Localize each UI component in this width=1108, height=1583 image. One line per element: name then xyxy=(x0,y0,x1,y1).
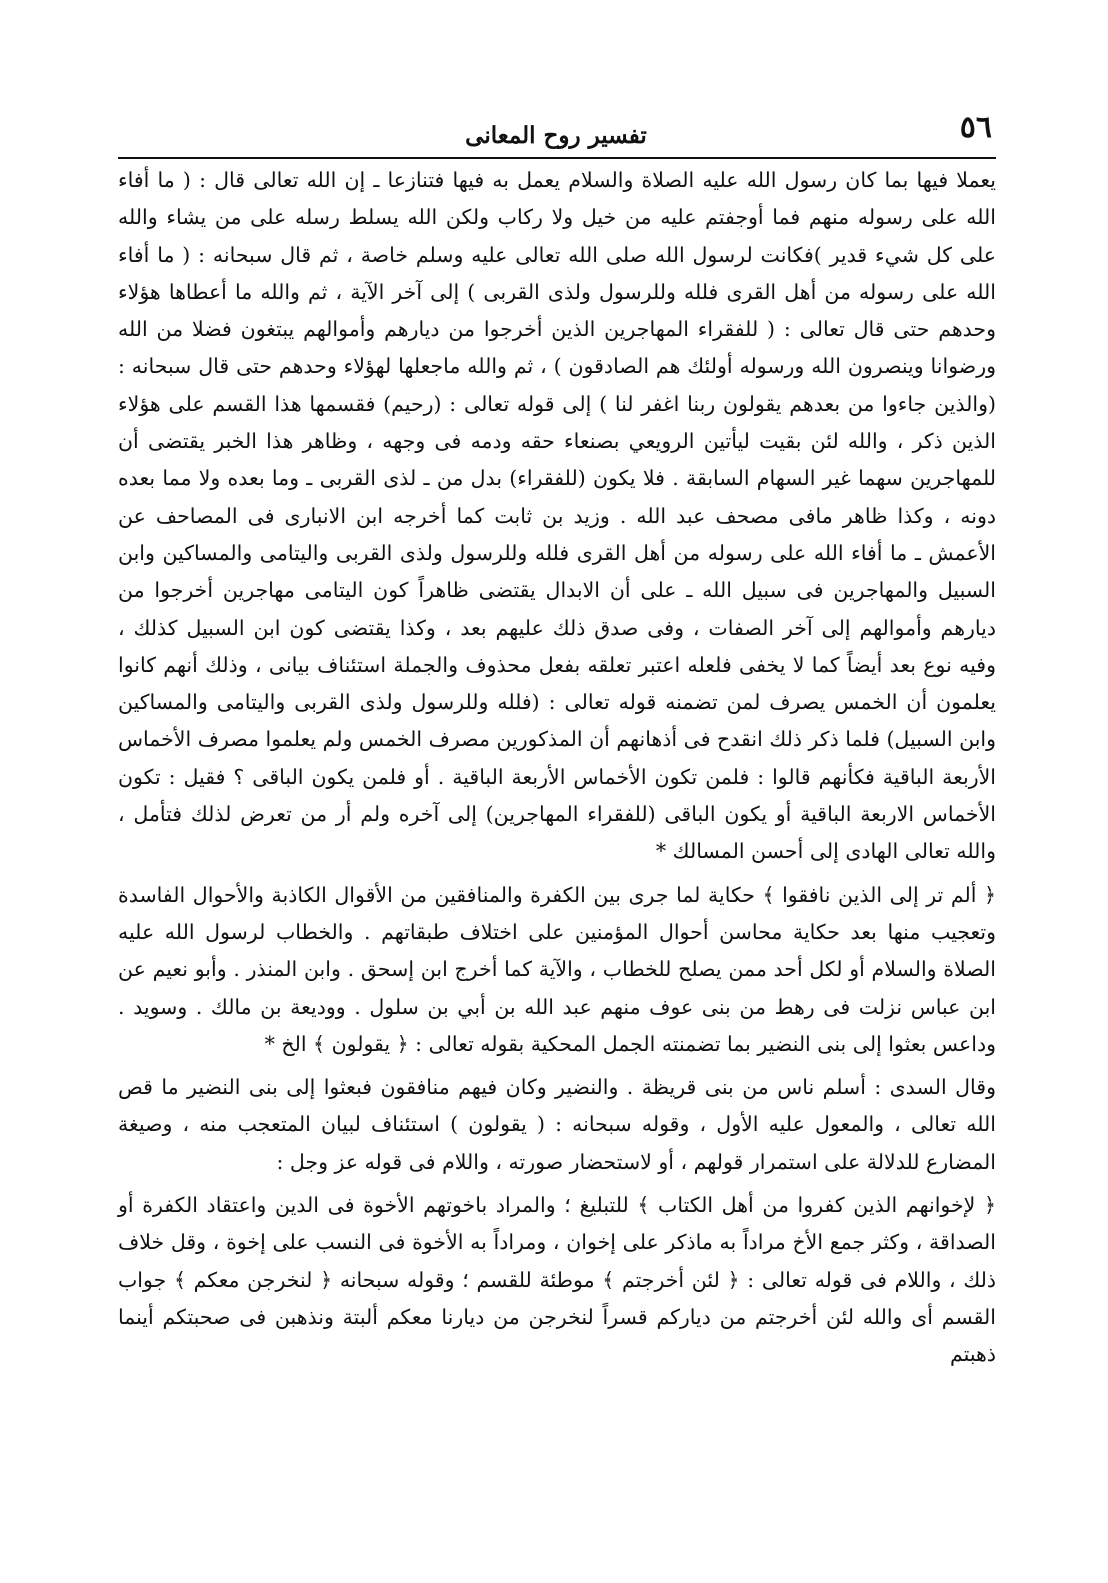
book-title: تفسير روح المعانى xyxy=(465,122,647,149)
page-header xyxy=(120,108,992,156)
paragraph-3: وقال السدى : أسلم ناس من بنى قريظة . والنضير وكان فيهم منافقون فبعثوا إلى بنى النضير ما قص الله تعالى ، والمعول عليه الأول ، وقوله سبحانه : ( يقولون ) استئناف لبيان المتعجب منه ، وصيغة المضارع للدلالة على استمرار قولهم ، أو لاستحضار صورته ، واللام فى قوله عز وجل : xyxy=(118,1075,996,1174)
page-body xyxy=(118,162,996,1374)
page-number: ٥٦ xyxy=(959,110,992,145)
paragraph-2: ﴿ ألم تر إلى الذين نافقوا ﴾ حكاية لما جرى بين الكفرة والمنافقين من الأقوال الكاذبة والأحوال الفاسدة وتعجيب منها بعد حكاية محاسن أحوال المؤمنين على اختلاف طبقاتهم . والخطاب لرسول الله عليه الصلاة والسلام أو لكل أحد ممن يصلح للخطاب ، والآية كما أخرج ابن إسحق . وابن المنذر . وأبو نعيم عن ابن عباس نزلت فى رهط من بنى عوف منهم عبد الله بن أبي بن سلول . ووديعة بن مالك . وسويد . وداعس بعثوا إلى بنى النضير بما تضمنته الجمل المحكية بقوله تعالى : ﴿ يقولون ﴾ الخ * xyxy=(118,882,996,1056)
header-rule xyxy=(118,157,996,159)
paragraph-1: يعملا فيها بما كان رسول الله عليه الصلاة والسلام يعمل به فيها فتنازعا ـ إن الله تعالى قال : ( ما أفاء الله على رسوله منهم فما أوجفتم عليه من خيل ولا ركاب ولكن الله يسلط رسله على من يشاء والله على كل شيء قدير )فكانت لرسول الله صلى الله تعالى عليه وسلم خاصة ، ثم قال سبحانه : ( ما أفاء الله على رسوله من أهل القرى فلله وللرسول ولذى القربى ) إلى آخر الآية ، ثم والله ما أعطاها هؤلاء وحدهم حتى قال تعالى : ( للفقراء المهاجرين الذين أخرجوا من ديارهم وأموالهم يبتغون فضلا من الله ورضوانا وينصرون الله ورسوله أولئك هم الصادقون ) ، ثم والله ماجعلها لهؤلاء وحدهم حتى قال سبحانه : (والذين جاءوا من بعدهم يقولون ربنا اغفر لنا ) إلى قوله تعالى : (رحيم) فقسمها هذا القسم على هؤلاء الذين ذكر ، والله لئن بقيت ليأتين الرويعي بصنعاء حقه ودمه فى وجهه ، وظاهر هذا الخبر يقتضى أن للمهاجرين سهما غير السهام السابقة . فلا يكون (للفقراء) بدل من ـ لذى القربى ـ وما بعده ولا مما بعده دونه ، وكذا ظاهر مافى مصحف عبد الله . وزيد بن ثابت كما أخرجه ابن الانبارى فى المصاحف عن الأعمش ـ ما أفاء الله على رسوله من أهل القرى فلله وللرسول ولذى القربى واليتامى والمساكين وابن السبيل والمهاجرين فى سبيل الله ـ على أن الابدال يقتضى ظاهراً كون اليتامى مهاجرين أخرجوا من ديارهم وأموالهم إلى آخر الصفات ، وفى صدق ذلك عليهم بعد ، وكذا يقتضى كون ابن السبيل كذلك ، وفيه نوع بعد أيضاً كما لا يخفى فلعله اعتبر تعلقه بفعل محذوف والجملة استئناف بيانى ، وذلك أنهم كانوا يعلمون أن الخمس يصرف لمن تضمنه قوله تعالى : (فلله وللرسول ولذى القربى واليتامى والمساكين وابن السبيل) فلما ذكر ذلك انقدح فى أذهانهم أن المذكورين مصرف الخمس ولم يعلموا مصرف الأخماس الأربعة الباقية فكأنهم قالوا : فلمن تكون الأخماس الأربعة الباقية . أو فلمن يكون الباقى ؟ فقيل : تكون الأخماس الاربعة الباقية أو يكون الباقى (للفقراء المهاجرين) إلى آخره ولم أر من تعرض لذلك فتأمل ، والله تعالى الهادى إلى أحسن المسالك * xyxy=(118,168,996,864)
paragraph-4: ﴿ لإخوانهم الذين كفروا من أهل الكتاب ﴾ للتبليغ ؛ والمراد باخوتهم الأخوة فى الدين واعتقاد الكفرة أو الصداقة ، وكثر جمع الأخ مراداً به ماذكر على إخوان ، ومراداً به الأخوة فى النسب على إخوة ، وقل خلاف ذلك ، واللام فى قوله تعالى : ﴿ لئن أخرجتم ﴾ موطئة للقسم ؛ وقوله سبحانه ﴿ لنخرجن معكم ﴾ جواب القسم أى والله لئن أخرجتم من دياركم قسراً لنخرجن من ديارنا معكم ألبتة ونذهبن فى صحبتكم أينما ذهبتم xyxy=(118,1193,996,1367)
